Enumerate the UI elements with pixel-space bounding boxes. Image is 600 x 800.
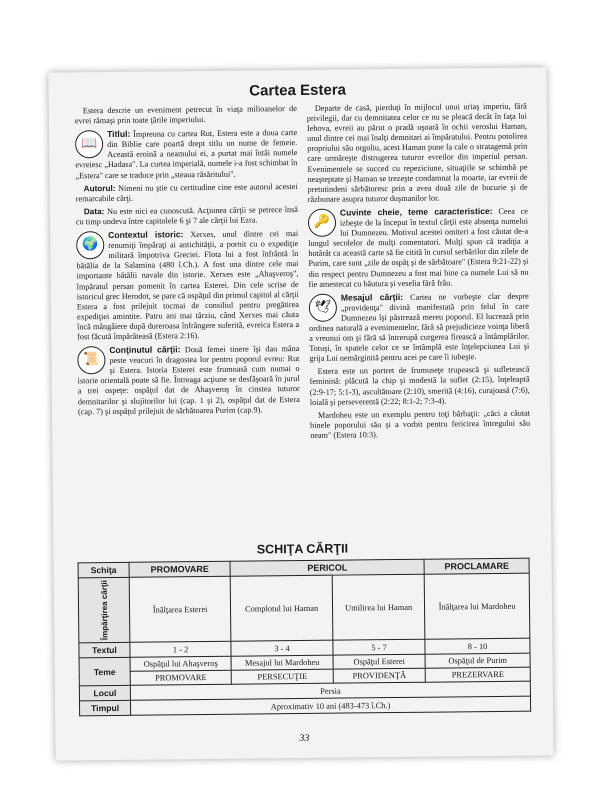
book-icon: 📖 xyxy=(75,130,103,158)
theme-cell: Ospăţul Esterei xyxy=(333,654,425,669)
context-heading: Contextul istoric: xyxy=(108,229,184,241)
header-pericol: PERICOL xyxy=(230,559,424,576)
scroll-icon: 📜 xyxy=(77,346,105,374)
text-cell: 1 - 2 xyxy=(130,641,231,657)
page-number: 33 xyxy=(299,732,310,745)
cuvinte-heading: Cuvinte cheie, teme caracteristice: xyxy=(339,205,493,218)
table-row xyxy=(78,573,530,643)
left-column xyxy=(75,104,300,420)
row-label-impartirea: Împărţirea cărţii xyxy=(99,580,109,641)
continut-heading: Conţinutul cărţii: xyxy=(109,344,181,356)
autor-heading: Autorul: xyxy=(83,183,116,193)
titlu-heading: Titlul: xyxy=(107,128,131,140)
theme-word-cell: PERSECUŢIE xyxy=(231,669,333,684)
dove-icon: 🕊 xyxy=(309,293,337,321)
section-context xyxy=(76,228,299,342)
text-cell: 3 - 4 xyxy=(231,640,333,656)
theme-cell: Ospăţul de Purim xyxy=(425,653,530,668)
key-icon: 🔑 xyxy=(308,209,336,237)
right-paragraph-3: Mardoheu este un exemplu pentru toţi bărbaţii: „căci a căutat binele poporului său şi a vorbit pentru fericirea întregului său neam" (Estera 10:3). xyxy=(310,408,531,440)
row-label-schita: Schiţa xyxy=(78,562,129,578)
right-paragraph-1: Departe de casă, pierduţi în mijlocul unui uriaş imperiu, fără privilegii, dar cu demnitatea celor ce nu se pleacă decât în faţa lui Iehova, evreii au părut o pradă uşoară în ochii veroslui Haman, unul dintre cei mai înalţi demnitari ai împăratului. Pentru potolirea propriului său orgoliu, acest Haman pune la cale o stratagemă prin care urmăreşte distrugerea tuturor evreilor din imperiul persan. Evenimentele se succed cu repeziciune, situaţiile se schimbă pe neaşteptate şi Haman se trezeşte condamnat la moarte, iar evreii de pretutindeni sărbătoresc prin a avea doaă zile de bucurie şi de răzbunare asupra tuturor duşmanilor lor. xyxy=(306,101,528,204)
theme-word-cell: PROMOVARE xyxy=(130,670,231,685)
timpul-cell: Aproximativ 10 ani (483-473 î.Ch.) xyxy=(130,696,530,715)
section-titlu xyxy=(75,127,298,181)
page-title: Cartea Estera xyxy=(249,81,347,100)
theme-cell: Mesajul lui Mardoheu xyxy=(231,655,333,670)
theme-cell: Ospăţul lui Ahaşveroş xyxy=(130,656,231,671)
continut-text: Două femei tinere îşi dau mâna peste veacuri în dragostea lor pentru poporul evreu: Rut şi Estera. Istoria Esterei este frumoasă cum numai o istorie orientală poate să fie. Întreaga acţiune se desfăşoară în jurul a trei ospeţe: ospăţul dat de Ahaşveroş în cinstea tuturor demnitarilor şi slujitorilor lui (cap. 1 şi 2), ospăţul dat de Estera (cap. 7) şi ospăţul prilejuit de sărbătoarea Purim (cap.9). xyxy=(77,344,300,416)
section-cuvinte xyxy=(308,206,529,290)
section-mesajul xyxy=(309,290,530,364)
row-label-teme: Teme xyxy=(79,657,130,686)
mesajul-heading: Mesajul cărţii: xyxy=(340,291,404,303)
data-heading: Data: xyxy=(83,206,105,217)
scheme-title: SCHIŢA CĂRŢII xyxy=(256,541,349,557)
book-outline-table xyxy=(78,558,532,717)
globe-icon: 🌍 xyxy=(76,231,104,259)
titlu-text: Împreuna cu cartea Rut, Estera este a doua carte din Biblie care poartă drept titlu un nume de femeie. Această eroină a neamului ei, a purtat mai întâi numele evreiesc „Hadasa". La curtea imperială, numele i-a fost schimbat în „Estera" care se traduce prin „steaua răsăritului". xyxy=(75,128,298,180)
context-text: Xerxes, unul dintre cei mai renumiţi împăraţi ai antichităţii, a pornit cu o expediţie militară împotriva Greciei. Flota lui a fost înfrântă în bătălia de la Salamina (480 î.Ch.). A fost una dintre cele mai importante bătălii navale din istorie. Xerxes este „Ahaşveroş", împăratul persan pomenit în cartea Esterei. Din cele scrise de istoricul grec Herodot, se pare că ospăţul din primul capitol al cărţii Estera a fost prilejuit tocmai de consiliul pentru pregătirea expediţiei amintite. Patru ani mai târziu, când Xerxes mai căuta încă mângâiere după dureroasa înfrângere suferită, evreica Estera a fost făcută împărăteasă (Estera 2:16). xyxy=(76,229,300,342)
section-continut xyxy=(77,343,300,417)
autor-text: Nimeni nu ştie cu certitudine cine este autorul acestei remarcabile cărţi. xyxy=(75,181,298,204)
intro-paragraph: Estera descrie un eveniment petrecut în viaţa milioanelor de evrei rămaşi prin toate ţările imperiului. xyxy=(74,104,297,126)
text-cell: 5 - 7 xyxy=(333,639,425,655)
division-cell: Înălţarea Esterei xyxy=(129,576,231,642)
mesajul-text: Cartea ne vorbeşte clar despre „providenţa" divină manifestată prin felul în care Dumnezeu îşi păstrează mereu poporul. El lucrează prin ordinea naturală a evenimentelor, fără să prejudicieze voinţa liberă a vreunui om şi fără să întrerupă curgerea firească a întâmplărilor. Totuşi, în spatele celor ce se întâmplă este înţelepciunea Lui şi grija Lui nemărginită pentru acei pe care îi iubeşte. xyxy=(309,291,530,364)
book-page xyxy=(48,67,553,760)
data-text: Nu este nici ea cunoscută. Acţiunea cărţii se petrece însă cu timp undeva între capitolele 6 şi 7 ale cărţii lui Ezra. xyxy=(75,204,298,227)
cuvinte-text: Ceea ce izbeşte de la început în textul cărţii este absenţa numelui lui Dumnezeu. Motivul acestei omiteri a fost căutat de-a lungul secolelor de mulţi comentatori. Mulţi spun că tradiţia a hotărât ca această carte să fie citită în cursul serbărilor din zilele de Purim, care sunt „zile de ospăţ şi de sărbătoare" (Estera 9:21-22) şi din respect pentru Dumnezeu a fost mai bine ca numele Lui să nu fie amestecat cu băutura şi veselia fără frâu. xyxy=(308,206,529,289)
locul-cell: Persia xyxy=(130,681,530,700)
division-cell: Complotul lui Haman xyxy=(230,575,332,641)
row-label-locul: Locul xyxy=(79,685,130,701)
header-promovare: PROMOVARE xyxy=(129,561,230,577)
header-proclamare: PROCLAMARE xyxy=(424,558,529,574)
data-paragraph xyxy=(76,205,298,228)
theme-word-cell: PREZERVARE xyxy=(425,667,530,682)
autor-paragraph xyxy=(76,182,298,205)
row-label-textul: Textul xyxy=(79,642,130,658)
text-cell: 8 - 10 xyxy=(425,638,530,654)
right-paragraph-2: Estera este un portret de frumuseţe trupească şi sufletească feminină: plăcută la chip şi modestă la suflet (2:15), înţeleaptă (2:9-17; 5:1-3), ascultătoare (2:10), smerită (4:16), curajoasă (7:6), loială şi perseverentă (2:22; 8:1-2; 7:3-4). xyxy=(309,364,530,407)
division-cell: Înălţarea lui Mardoheu xyxy=(424,573,529,639)
right-column xyxy=(307,102,531,444)
division-cell: Umilirea lui Haman xyxy=(332,574,425,640)
row-label-timpul: Timpul xyxy=(79,700,130,716)
theme-word-cell: PROVIDENŢĂ xyxy=(333,668,425,683)
